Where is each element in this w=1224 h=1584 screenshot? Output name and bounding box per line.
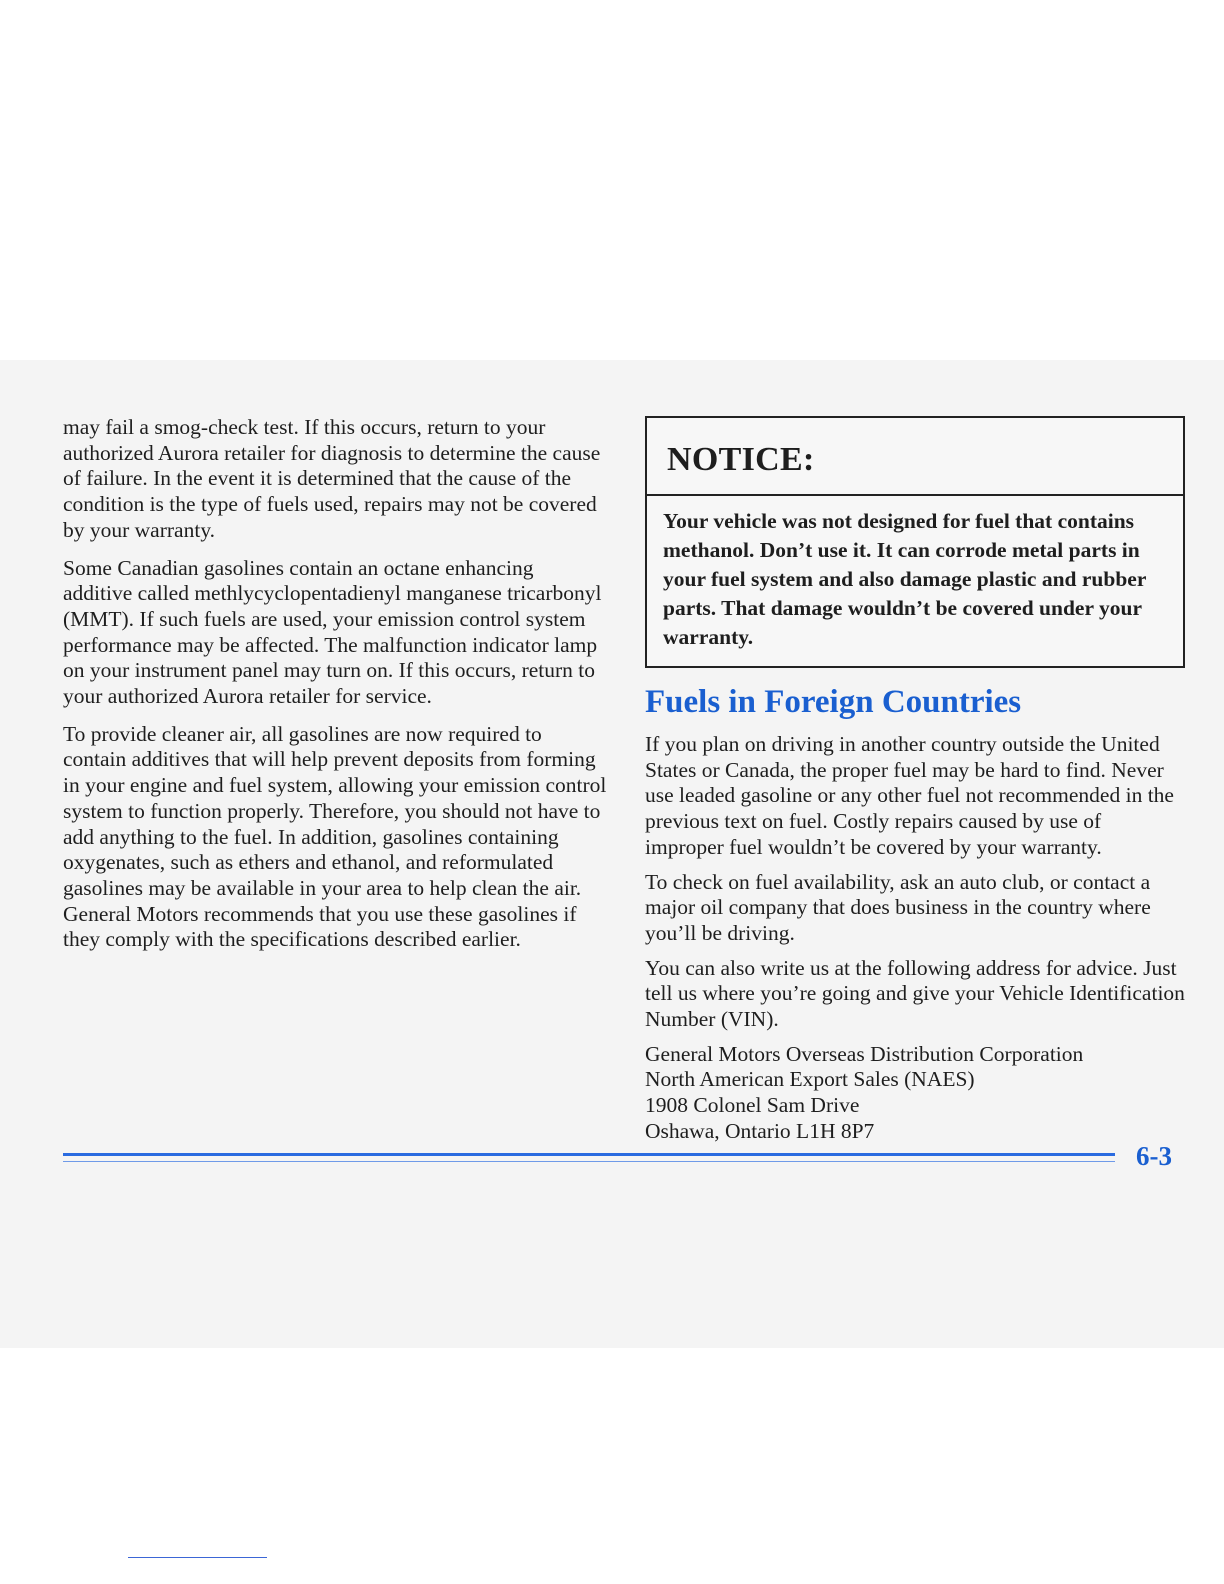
paragraph-write-us: You can also write us at the following address for advice. Just tell us where you’re going and give your Vehicle Identification Number (VIN). xyxy=(645,955,1185,1032)
address-line: 1908 Colonel Sam Drive xyxy=(645,1093,860,1118)
address-line: Oshawa, Ontario L1H 8P7 xyxy=(645,1118,875,1143)
notice-box xyxy=(645,416,1185,668)
paragraph-canadian-gasolines: Some Canadian gasolines contain an octane enhancing additive called methlycyclopentadienyl manganese tricarbonyl (MMT). If such fuels are used, your emission control system performance may be affected. The malfunction indicator lamp on your instrument panel may turn on. If this occurs, return to your authorized Aurora retailer for service. xyxy=(63,555,602,709)
paragraph-fuel-availability: To check on fuel availability, ask an auto club, or contact a major oil company that does business in the country where you’ll be driving. xyxy=(645,869,1151,945)
left-column xyxy=(63,415,608,965)
page-number: 6-3 xyxy=(1136,1141,1172,1171)
notice-body: Your vehicle was not designed for fuel that contains methanol. Don’t use it. It can corrode metal parts in your fuel system and also damage plastic and rubber parts. That damage wouldn’t be covered under your warranty. xyxy=(663,509,1147,649)
paragraph-foreign-driving: If you plan on driving in another country outside the United States or Canada, the proper fuel may be hard to find. Never use leaded gasoline or any other fuel not recommended in the previous text on fuel. Costly repairs caused by use of improper fuel wouldn’t be covered by your warranty. xyxy=(645,732,1174,859)
footer-link-underline xyxy=(128,1557,267,1558)
footer-rule xyxy=(63,1153,1115,1156)
notice-title: NOTICE: xyxy=(647,418,1183,496)
footer-rule-thin xyxy=(63,1161,1115,1162)
paragraph-cleaner-air: To provide cleaner air, all gasolines are now required to contain additives that will help prevent deposits from forming in your engine and fuel system, allowing your emission control system to function properly. Therefore, you should not have to add anything to the fuel. In addition, gasolines containing oxygenates, such as ethers and ethanol, and reformulated gasolines may be available in your area to help clean the air. General Motors recommends that you use these gasolines if they comply with the specifications described earlier. xyxy=(63,721,607,952)
section-heading: Fuels in Foreign Countries xyxy=(645,684,1022,720)
right-column xyxy=(645,416,1185,1154)
address-line: General Motors Overseas Distribution Corporation xyxy=(645,1041,1084,1066)
mailing-address xyxy=(645,1042,1185,1145)
address-line: North American Export Sales (NAES) xyxy=(645,1067,975,1092)
paragraph-smog-check: may fail a smog-check test. If this occurs, return to your authorized Aurora retailer for diagnosis to determine the cause of failure. In the event it is determined that the cause of the condition is the type of fuels used, repairs may not be covered by your warranty. xyxy=(63,415,601,542)
